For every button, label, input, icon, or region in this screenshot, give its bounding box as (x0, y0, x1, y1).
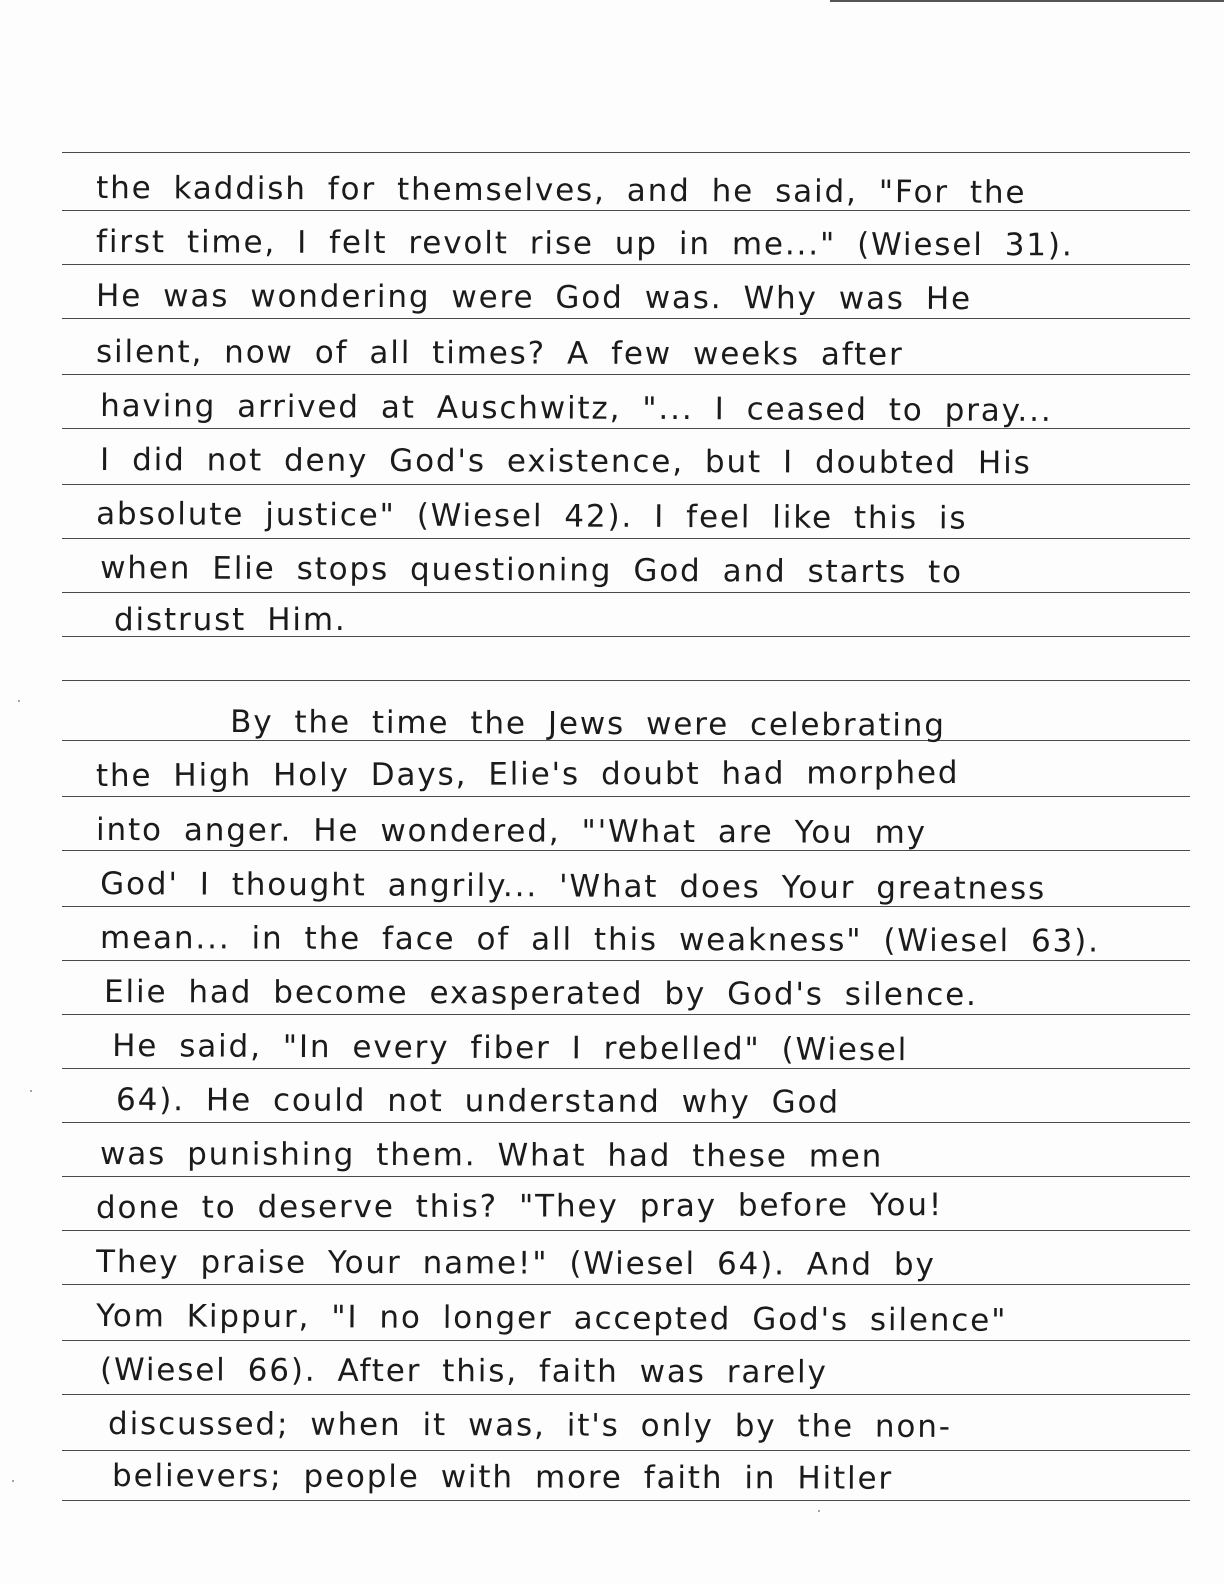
handwritten-line: Yom Kippur, "I no longer accepted God's silence" (96, 1298, 1008, 1339)
handwritten-line: first time, I felt revolt rise up in me..." (Wiesel 31). (96, 224, 1074, 264)
handwritten-line: the High Holy Days, Elie's doubt had morphed (95, 754, 960, 795)
handwritten-line: God' I thought angrily... 'What does Your greatness (100, 866, 1047, 907)
handwritten-line: 64). He could not understand why God (116, 1082, 840, 1121)
handwritten-line: silent, now of all times? A few weeks after (96, 334, 904, 373)
handwritten-line: He said, "In every fiber I rebelled" (Wiesel (112, 1028, 909, 1069)
handwritten-line: into anger. He wondered, "'What are You my (96, 812, 927, 851)
handwritten-line: when Elie stops questioning God and starts to (100, 550, 964, 591)
handwritten-line: (Wiesel 66). After this, faith was rarely (100, 1352, 828, 1391)
ruled-line (62, 680, 1190, 681)
handwritten-line: done to deserve this? "They pray before You! (95, 1187, 944, 1226)
handwritten-line: Elie had become exasperated by God's silence. (104, 974, 978, 1014)
ruled-line (62, 152, 1190, 153)
scan-speck (30, 1090, 32, 1092)
handwritten-line: having arrived at Auschwitz, "... I ceased to pray... (100, 388, 1053, 429)
handwritten-line: believers; people with more faith in Hitler (112, 1458, 894, 1497)
handwritten-line: the kaddish for themselves, and he said, "For the (96, 170, 1027, 211)
page-top-edge (830, 0, 1224, 2)
handwritten-line: discussed; when it was, it's only by the non- (108, 1406, 952, 1445)
handwritten-line: was punishing them. What had these men (100, 1136, 884, 1175)
scan-speck (818, 1510, 820, 1512)
handwritten-line: distrust Him. (114, 602, 347, 638)
handwritten-line: absolute justice" (Wiesel 42). I feel like this is (96, 496, 968, 537)
handwritten-line: He was wondering were God was. Why was He (96, 278, 973, 318)
scan-speck (18, 700, 20, 702)
scan-speck (12, 1480, 14, 1482)
handwritten-line: By the time the Jews were celebrating (230, 704, 946, 744)
handwritten-line: They praise Your name!" (Wiesel 64). And by (96, 1244, 936, 1283)
handwritten-line: mean... in the face of all this weakness" (Wiesel 63). (100, 920, 1100, 960)
handwritten-line: I did not deny God's existence, but I doubted His (100, 442, 1032, 482)
